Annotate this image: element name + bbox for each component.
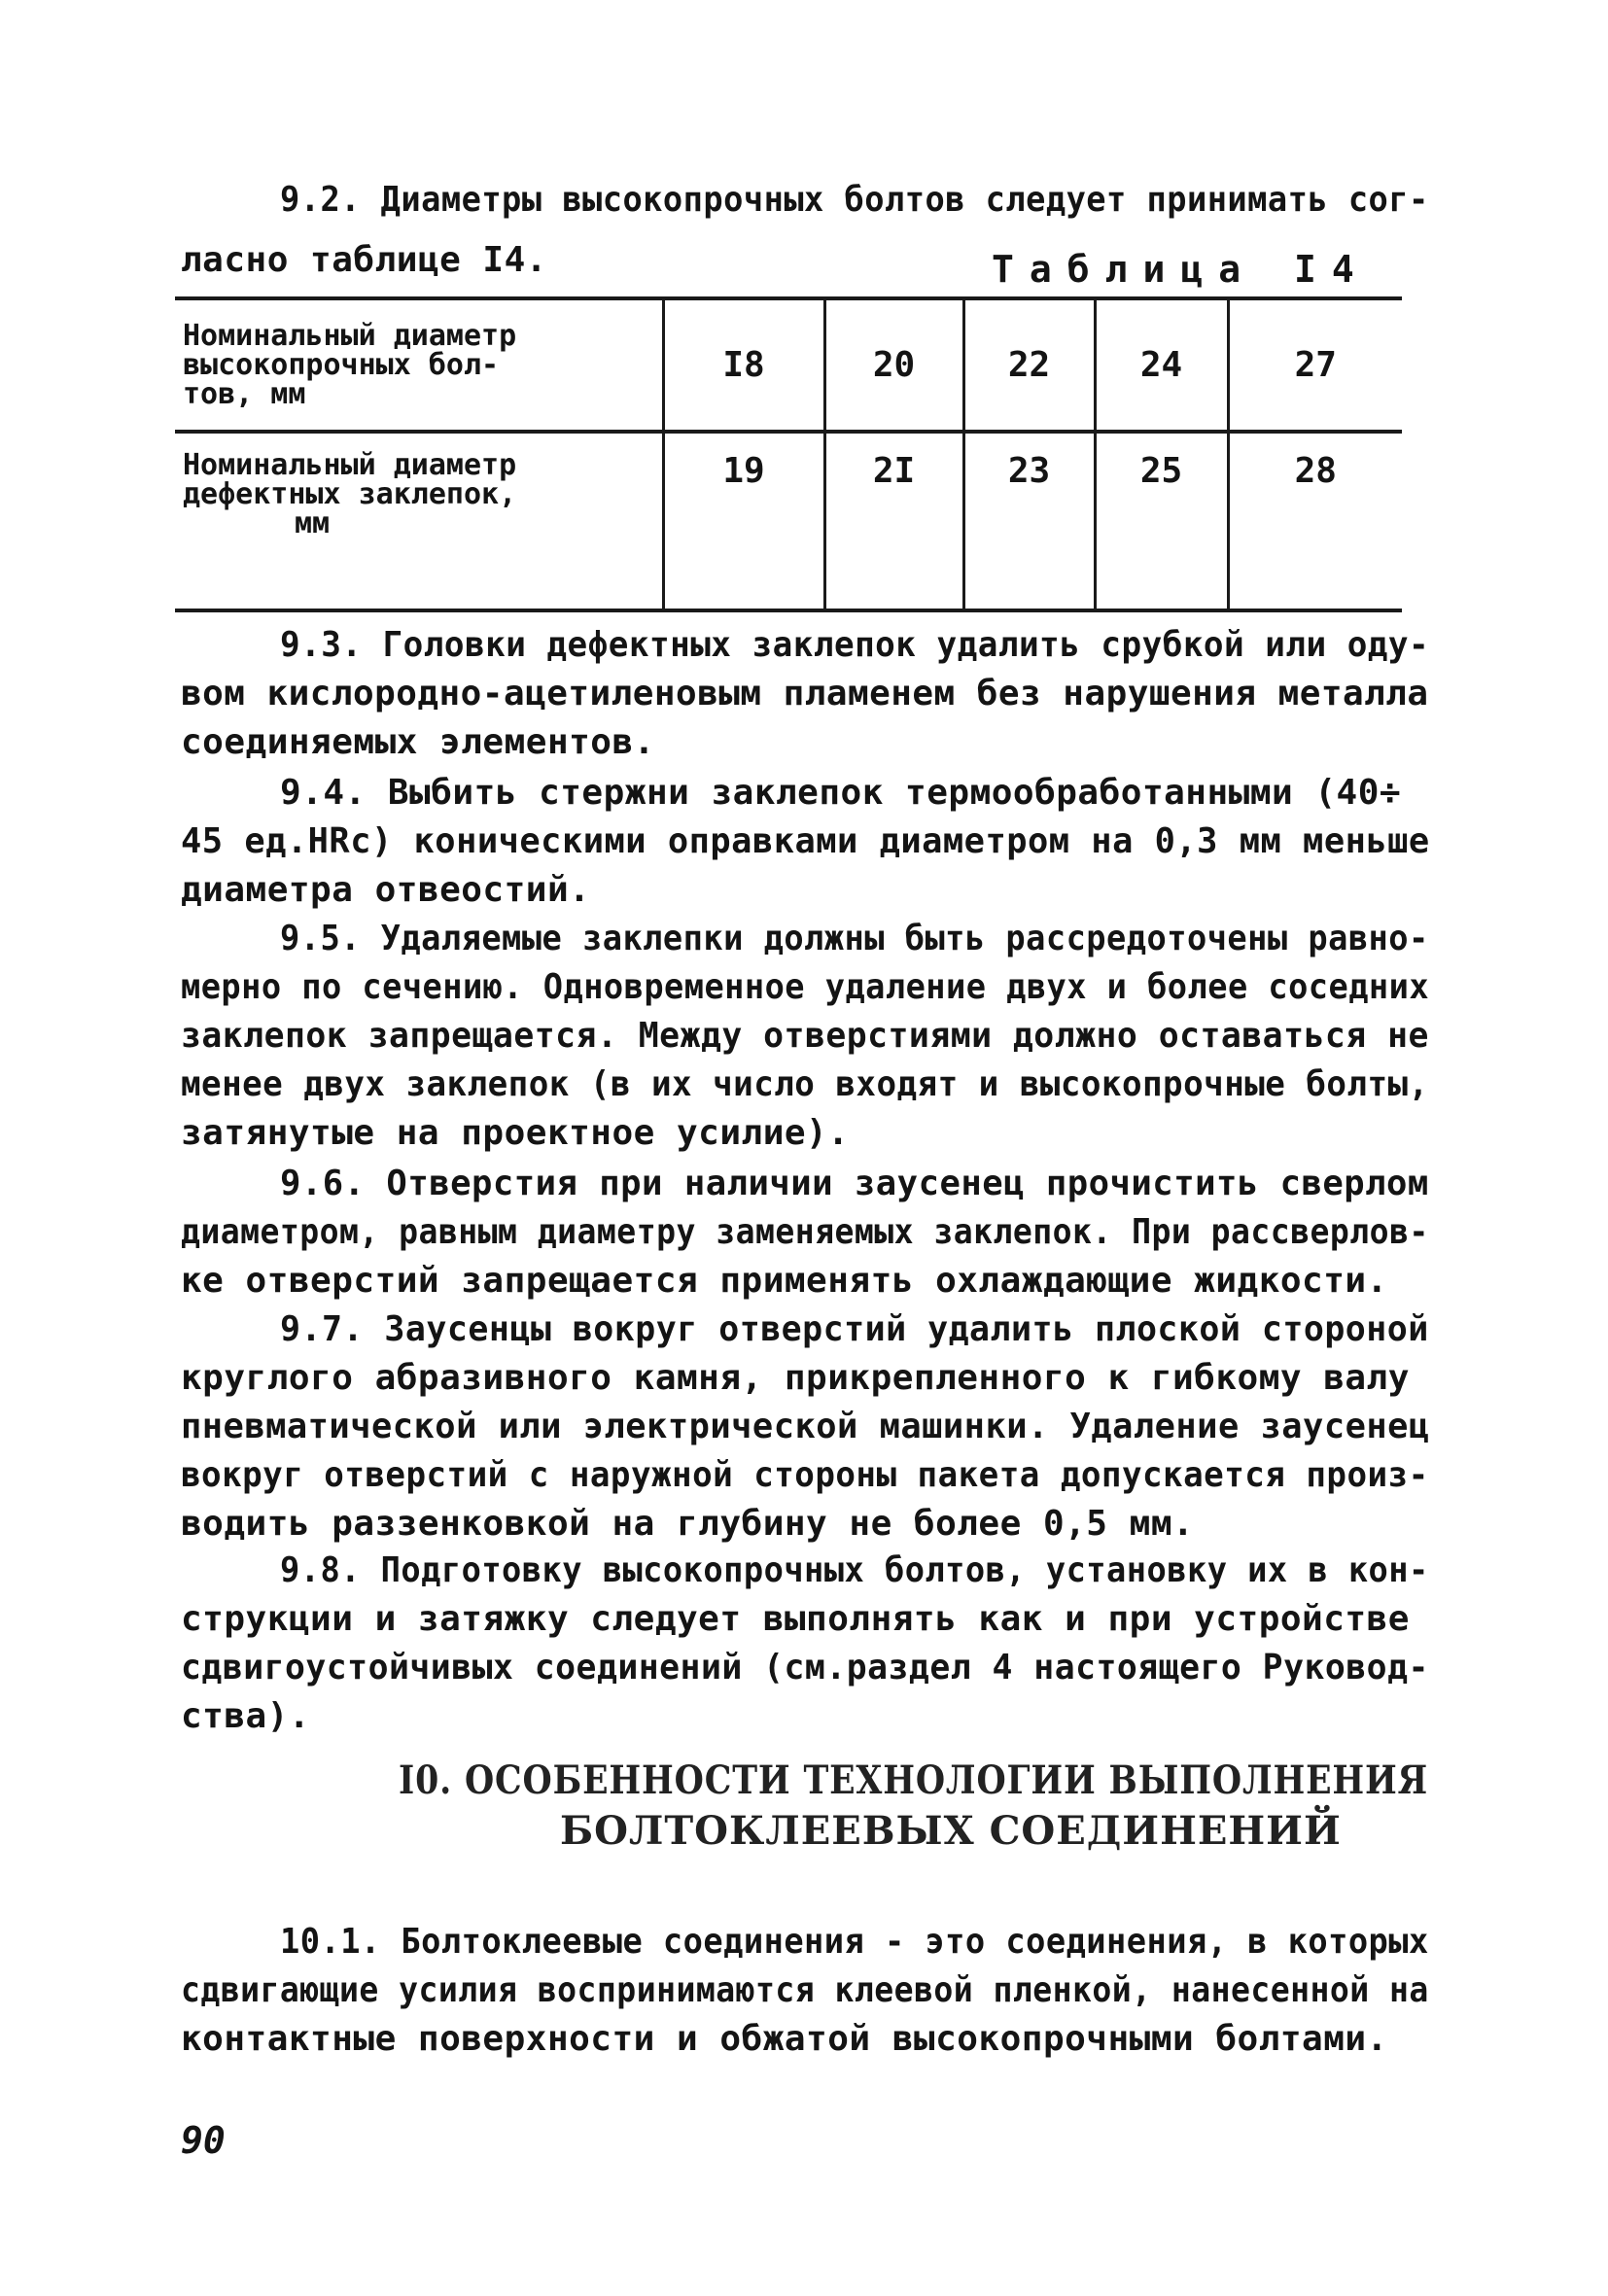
text-line: заклепок запрещается. Между отверстиями должно оставаться не <box>181 1016 1429 1056</box>
table-row <box>175 432 1402 610</box>
text-line: ласно таблице I4. <box>181 240 547 280</box>
text-line: вокруг отверстий с наружной стороны пакета допускается произ- <box>181 1455 1429 1495</box>
text-line: 9.3. Головки дефектных заклепок удалить срубкой или оду- <box>280 625 1430 665</box>
text-line: пневматической или электрической машинки. Удаление заусенец <box>181 1407 1430 1446</box>
table-caption: Таблица I4 <box>992 248 1370 291</box>
row-header-line: дефектных заклепок, <box>183 477 517 511</box>
text-line: 9.4. Выбить стержни заклепок термообработанными (40÷ <box>280 773 1402 813</box>
row-header <box>175 432 663 610</box>
text-line: 45 ед.HRc) коническими оправками диаметром на 0,3 мм меньше <box>181 821 1430 861</box>
text-line: диаметра отвеостий. <box>181 870 591 910</box>
bolt-diameter-table <box>175 296 1402 612</box>
text-line: диаметром, равным диаметру заменяемых заклепок. При рассверлов- <box>181 1212 1429 1252</box>
row-header-line: тов, мм <box>183 376 306 411</box>
table-cell: 20 <box>824 298 963 432</box>
text-line: менее двух заклепок (в их число входят и высокопрочные болты, <box>181 1064 1429 1104</box>
table-cell: 27 <box>1228 298 1402 432</box>
row-header-line: Номинальный диаметр <box>183 448 517 482</box>
section-title: БОЛТОКЛЕЕВЫХ СОЕДИНЕНИЙ <box>560 1808 1342 1854</box>
text-line: 9.6. Отверстия при наличии заусенец прочистить сверлом <box>280 1164 1429 1203</box>
text-line: 9.8. Подготовку высокопрочных болтов, установку их в кон- <box>280 1550 1429 1590</box>
table-cell: 25 <box>1095 432 1228 610</box>
text-line: контактные поверхности и обжатой высокопрочными болтами. <box>181 2019 1388 2059</box>
table-row <box>175 298 1402 432</box>
text-line: сдвигоустойчивых соединений (см.раздел 4 настоящего Руковод- <box>181 1648 1429 1687</box>
text-line: ства). <box>181 1696 311 1736</box>
text-line: 9.7. Заусенцы вокруг отверстий удалить плоской стороной <box>280 1309 1429 1349</box>
table-cell: 19 <box>663 432 824 610</box>
text-line: мерно по сечению. Одновременное удаление двух и более соседних <box>181 967 1430 1007</box>
table-cell: 22 <box>963 298 1095 432</box>
text-line: круглого абразивного камня, прикрепленного к гибкому валу <box>181 1358 1410 1398</box>
table-cell: 23 <box>963 432 1095 610</box>
text-line: соединяемых элементов. <box>181 722 655 762</box>
table-cell: 24 <box>1095 298 1228 432</box>
table-cell: 2I <box>824 432 963 610</box>
text-line: 9.2. Диаметры высокопрочных болтов следует принимать сог- <box>280 180 1429 220</box>
text-line: сдвигающие усилия воспринимаются клеевой пленкой, нанесенной на <box>181 1970 1429 2010</box>
row-header-line: высокопрочных бол- <box>183 347 500 382</box>
table-cell: 28 <box>1228 432 1402 610</box>
text-line: водить раззенковкой на глубину не более 0,5 мм. <box>181 1504 1195 1544</box>
row-header-line: мм <box>295 506 331 540</box>
section-title: I0. ОСОБЕННОСТИ ТЕХНОЛОГИИ ВЫПОЛНЕНИЯ <box>399 1757 1429 1803</box>
text-line: струкции и затяжку следует выполнять как и при устройстве <box>181 1599 1410 1639</box>
table-cell: I8 <box>663 298 824 432</box>
text-line: 10.1. Болтоклеевые соединения - это соединения, в которых <box>280 1922 1429 1962</box>
text-line: вом кислородно-ацетиленовым пламенем без нарушения металла <box>181 674 1429 713</box>
page-number: 90 <box>181 2119 226 2162</box>
row-header <box>175 298 663 432</box>
text-line: 9.5. Удаляемые заклепки должны быть рассредоточены равно- <box>280 919 1429 958</box>
text-line: затянутые на проектное усилие). <box>181 1113 850 1153</box>
text-line: ке отверстий запрещается применять охлаждающие жидкости. <box>181 1261 1388 1301</box>
row-header-line: Номинальный диаметр <box>183 318 517 353</box>
